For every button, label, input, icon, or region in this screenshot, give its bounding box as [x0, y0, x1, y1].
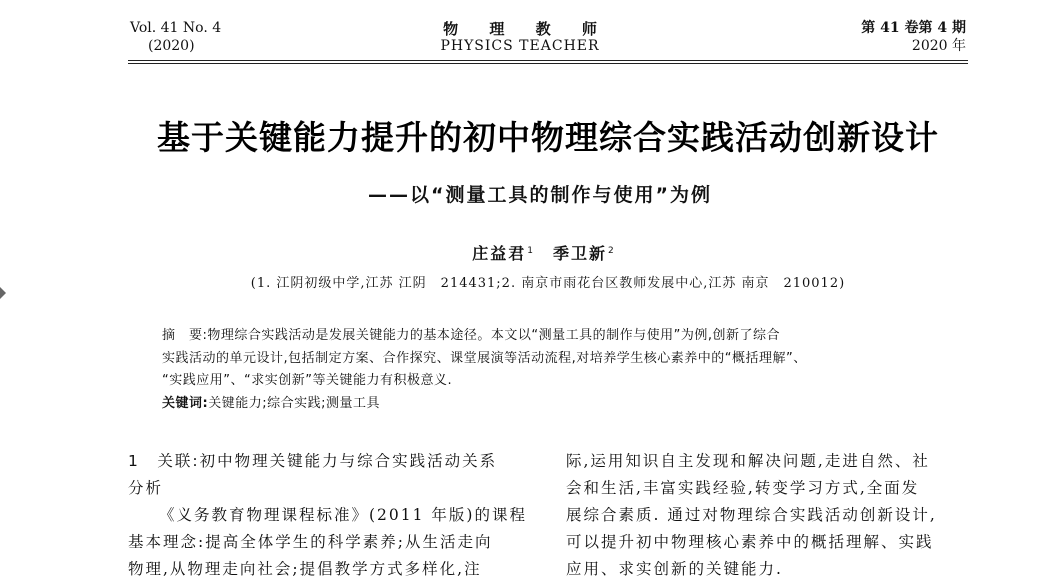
body-column-left — [128, 448, 530, 583]
header-year-cn: 2020 年 — [911, 38, 966, 54]
author-1-name: 庄益君 — [472, 244, 527, 263]
paragraph-line: 基本理念:提高全体学生的科学素养;从生活走向 — [128, 533, 493, 551]
author-1 — [472, 244, 553, 263]
header-issue-cn: 第 41 卷第 4 期 — [861, 20, 966, 36]
author-2-name: 季卫新 — [553, 244, 608, 263]
section-heading: 1 关联:初中物理关键能力与综合实践活动关系 — [128, 452, 498, 470]
article-title: 基于关键能力提升的初中物理综合实践活动创新设计 — [157, 118, 939, 157]
body-column-right — [566, 448, 968, 583]
keywords — [162, 393, 937, 416]
article-subtitle: ——以“测量工具的制作与使用”为例 — [368, 184, 712, 206]
author-2 — [553, 244, 616, 263]
header-divider — [128, 60, 968, 61]
paragraph-line: 可以提升初中物理核心素养中的概括理解、实践 — [566, 533, 934, 551]
author-2-affil-mark: 2 — [608, 245, 616, 256]
author-1-affil-mark: 1 — [527, 245, 535, 256]
abstract — [162, 325, 937, 415]
abstract-line: 实践活动的单元设计,包括制定方案、合作探究、课堂展演等活动流程,对培养学生核心素养中的“概括理解”、 — [162, 350, 807, 366]
paragraph-line: 《义务教育物理课程标准》(2011 年版)的课程 — [159, 506, 527, 524]
paragraph-line: 应用、求实创新的关键能力. — [566, 560, 783, 578]
paragraph-line: 物理,从物理走向社会;提倡教学方式多样化,注 — [128, 560, 482, 578]
paragraph-line: 会和生活,丰富实践经验,转变学习方式,全面发 — [566, 479, 920, 497]
journal-name-cn: 物 理 教 师 — [443, 20, 610, 38]
section-heading-continued: 分析 — [128, 479, 164, 497]
journal-name-en: PHYSICS TEACHER — [440, 38, 600, 54]
paragraph-line: 展综合素质. 通过对物理综合实践活动创新设计, — [566, 506, 937, 524]
header-year: (2020) — [148, 38, 195, 54]
keywords-label: 关键词: — [162, 395, 209, 411]
abstract-line: 摘 要:物理综合实践活动是发展关键能力的基本途径。本文以“测量工具的制作与使用”为例,创新了综合 — [162, 328, 780, 343]
keywords-value: 关键能力;综合实践;测量工具 — [208, 395, 380, 411]
abstract-line: “实践应用”、“求实创新”等关键能力有积极意义. — [162, 373, 453, 388]
header-volume: Vol. 41 No. 4 — [130, 20, 222, 36]
header-issue-block — [861, 19, 966, 55]
author-list — [0, 241, 1040, 264]
paragraph-line: 际,运用知识自主发现和解决问题,走进自然、社 — [566, 452, 930, 470]
header-divider-secondary — [128, 63, 968, 64]
author-affiliation: (1. 江阴初级中学,江苏 江阴 214431;2. 南京市雨花台区教师发展中心,江苏 南京 210012) — [250, 276, 846, 291]
